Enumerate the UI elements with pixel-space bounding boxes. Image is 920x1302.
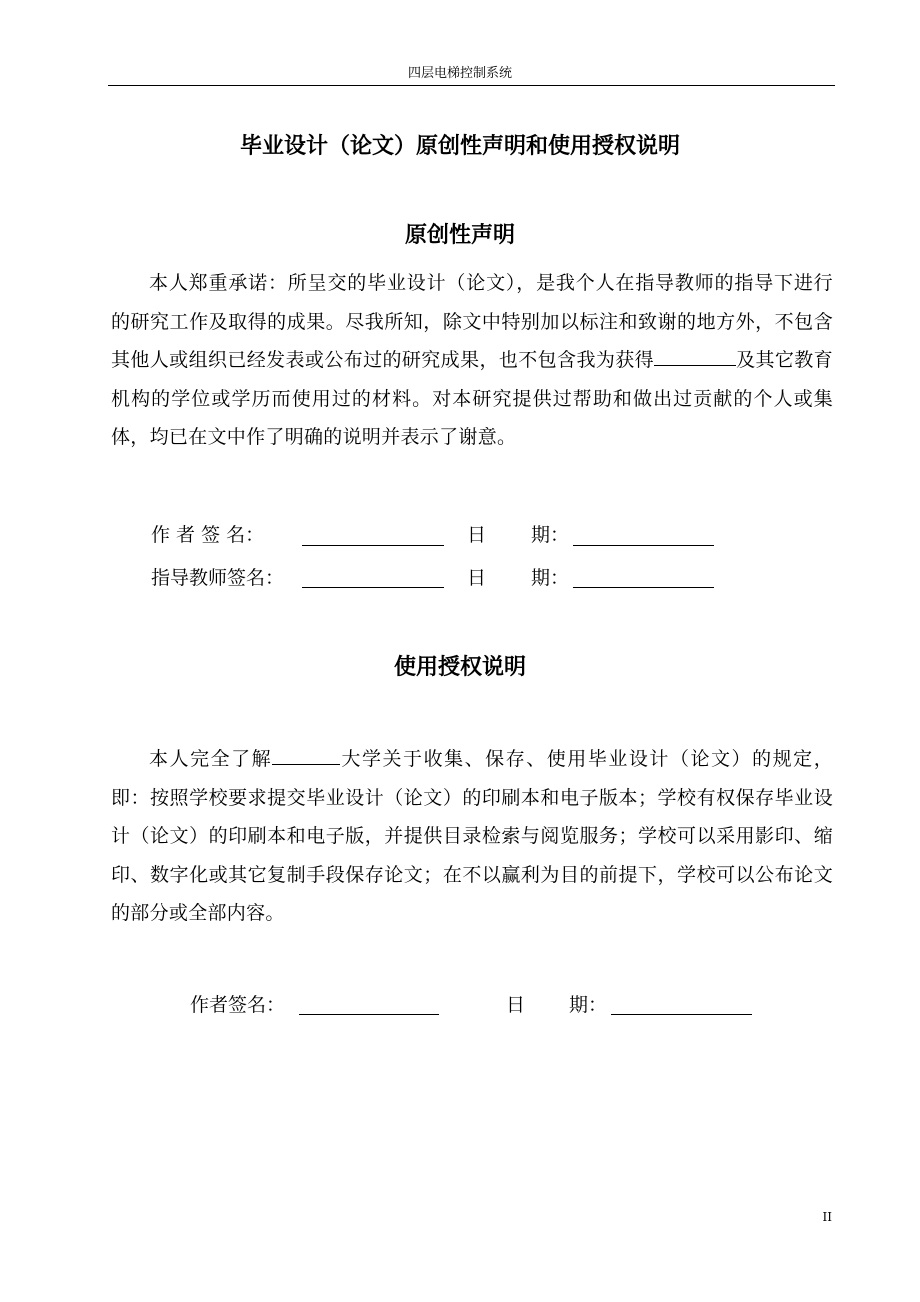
auth-date-label-char1: 日 [506,994,526,1016]
page-number: II [822,1210,832,1224]
date-label-char2: 期： [531,567,570,589]
document-title: 毕业设计（论文）原创性声明和使用授权说明 [239,134,680,159]
authorization-statement [111,740,833,933]
author-date-line [573,545,714,546]
advisor-date-line [573,587,714,588]
originality-heading: 原创性声明 [404,223,515,248]
header-rule [108,85,835,86]
auth-date-label-char2: 期： [569,994,608,1016]
advisor-signature-line [302,587,444,588]
university-blank [272,748,340,765]
authorization-text-part1: 本人完全了解 [149,748,273,770]
authorization-text-part2: 大学关于收集、保存、使用毕业设计（论文）的规定，即：按照学校要求提交毕业设计（论文）的印刷本和电子版本；学校有权保存毕业设计（论文）的印刷本和电子版，并提供目录检索与阅览服务；学校可以采用影印、缩印、数字化或其它复制手段保存论文；在不以赢利为目的前提下，学校可以公布论文的部分或全部内容。 [111,748,833,924]
advisor-signature-label: 指导教师签名： [151,567,285,589]
auth-author-signature-label: 作者签名： [190,994,286,1016]
author-signature-line [302,545,444,546]
date-label-char1: 日 [467,567,487,589]
originality-text-part2: 及其它教育机构的学位或学历而使用过的材料。对本研究提供过帮助和做出过贡献的个人或集体，均已在文中作了明确的说明并表示了谢意。 [111,349,833,448]
date-label-char1: 日 [467,524,487,546]
author-signature-label: 作 者 签 名： [151,524,265,546]
running-header: 四层电梯控制系统 [407,66,512,81]
authorization-heading: 使用授权说明 [393,655,526,680]
institution-blank [654,349,736,366]
originality-text-part1: 本人郑重承诺：所呈交的毕业设计（论文），是我个人在指导教师的指导下进行的研究工作及取得的成果。尽我所知，除文中特别加以标注和致谢的地方外，不包含其他人或组织已经发表或公布过的研究成果，也不包含我为获得 [111,272,833,371]
auth-date-line [611,1014,752,1015]
originality-statement [111,264,833,457]
auth-author-signature-line [299,1014,439,1015]
date-label-char2: 期： [531,524,570,546]
